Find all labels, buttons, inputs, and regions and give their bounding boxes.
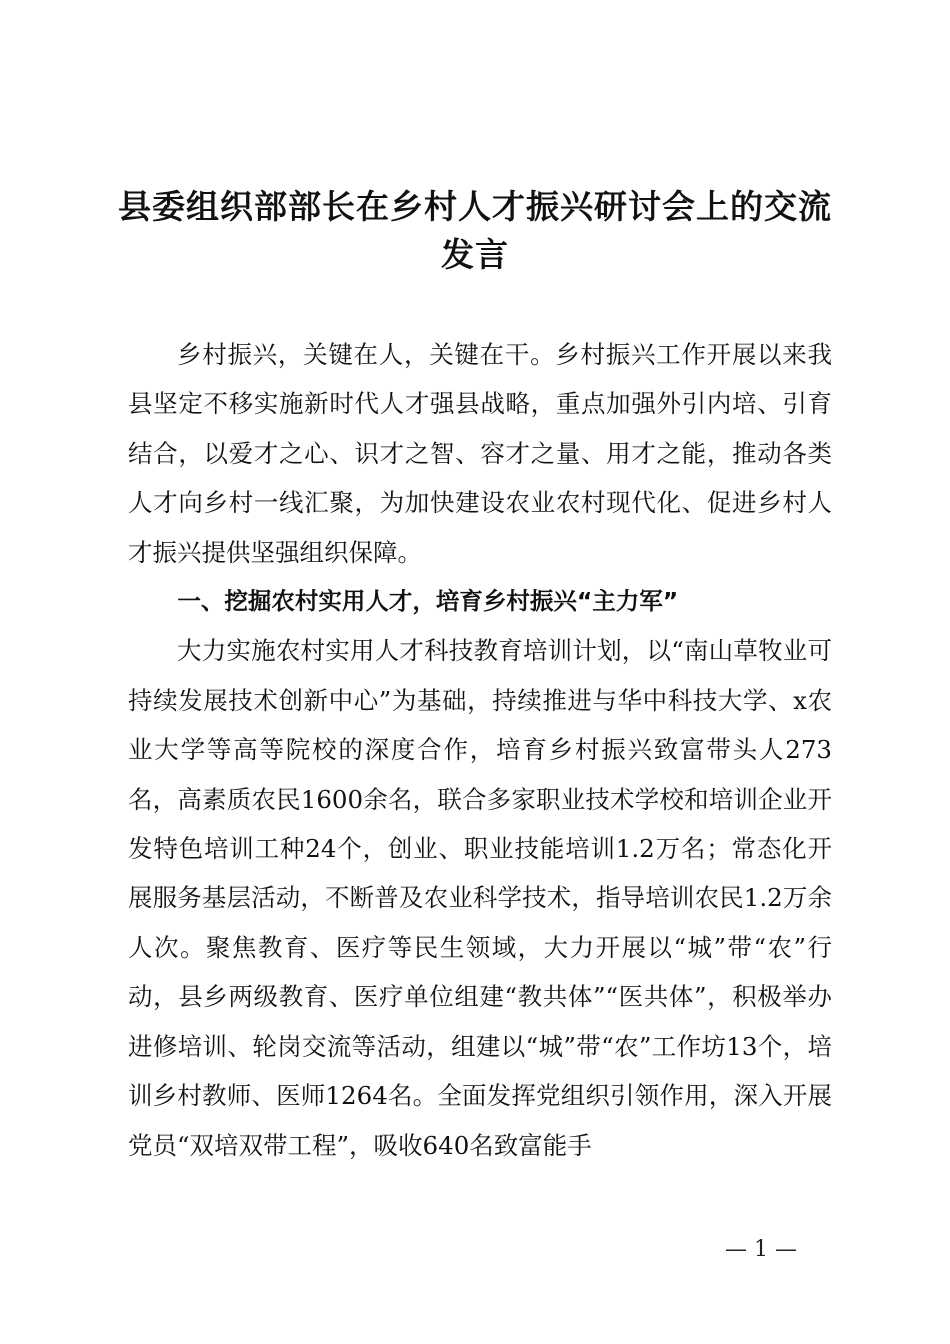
section-paragraph: 大力实施农村实用人才科技教育培训计划，以“南山草牧业可持续发展技术创新中心”为基础，持续推进与华中科技大学、x农业大学等高等院校的深度合作，培育乡村振兴致富带头人273名，高素质农民1600余名，联合多家职业技术学校和培训企业开发特色培训工种24个，创业、职业技能培训1.2万名；常态化开展服务基层活动，不断普及农业科学技术，指导培训农民1.2万余人次。聚焦教育、医疗等民生领域，大力开展以“城”带“农”行动，县乡两级教育、医疗单位组建“教共体”“医共体”，积极举办进修培训、轮岗交流等活动，组建以“城”带“农”工作坊13个，培训乡村教师、医师1264名。全面发挥党组织引领作用，深入开展党员“双培双带工程”，吸收640名致富能手 [128,636,832,1160]
document-body [128,330,832,1170]
page-number: — 1 — [725,1237,797,1262]
section-heading: 一、挖掘农村实用人才，培育乡村振兴“主力军” [177,587,679,616]
intro-paragraph: 乡村振兴，关键在人，关键在干。乡村振兴工作开展以来我县坚定不移实施新时代人才强县战略，重点加强外引内培、引育结合，以爱才之心、识才之智、容才之量、用才之能，推动各类人才向乡村一线汇聚，为加快建设农业农村现代化、促进乡村人才振兴提供坚强组织保障。 [128,340,832,567]
document-title: 县委组织部部长在乡村人才振兴研讨会上的交流发言 [118,187,832,274]
page-number-footer [0,1234,950,1266]
